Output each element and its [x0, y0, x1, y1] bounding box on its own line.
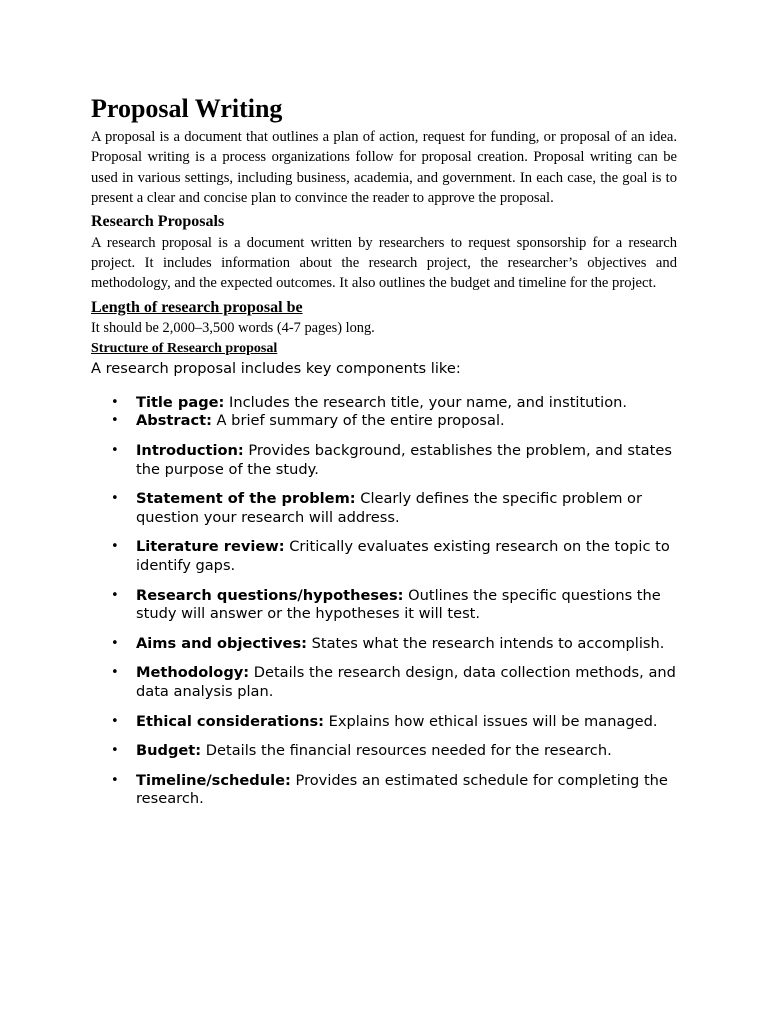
list-item-desc: Outlines the specific questions the study will answer or the hypotheses it will test.	[136, 586, 661, 623]
list-item	[91, 664, 677, 701]
list-item	[91, 490, 677, 527]
structure-heading: Structure of Research proposal	[91, 340, 278, 356]
list-item	[91, 772, 677, 809]
list-item-desc: Explains how ethical issues will be managed.	[323, 712, 658, 730]
list-item-term: Methodology:	[136, 664, 250, 682]
list-item-term: Literature review:	[136, 538, 285, 556]
list-item	[91, 538, 677, 575]
bullet-icon: •	[111, 772, 119, 788]
bullet-icon: •	[111, 539, 119, 555]
bullet-icon: •	[111, 743, 119, 759]
bullet-icon: •	[111, 587, 119, 603]
list-item-desc: Provides an estimated schedule for completing the research.	[136, 771, 668, 808]
length-heading: Length of research proposal be	[91, 298, 303, 316]
list-item	[91, 412, 677, 431]
components-list	[91, 394, 677, 809]
list-item-term: Title page:	[136, 393, 225, 411]
research-heading: Research Proposals	[91, 212, 225, 230]
list-item-term: Ethical considerations:	[136, 712, 324, 730]
list-item-desc: States what the research intends to accomplish.	[306, 634, 665, 652]
list-item	[91, 713, 677, 732]
list-item-desc: Provides background, establishes the problem, and states the purpose of the study.	[136, 442, 672, 478]
bullet-icon: •	[111, 443, 119, 459]
list-item-desc: Clearly defines the specific problem or question your research will address.	[136, 490, 642, 526]
list-item-term: Introduction:	[136, 442, 244, 460]
list-item	[91, 587, 677, 624]
list-item-desc: Details the financial resources needed for the research.	[201, 742, 612, 760]
intro-paragraph: A proposal is a document that outlines a plan of action, request for funding, or proposal of an idea. Proposal writing is a process organizations follow for proposal creation. Proposal writing can be used in various settings, including business, academia, and government. In each case, the goal is to present a clear and concise plan to convince the reader to approve the proposal.	[91, 129, 677, 207]
list-item-desc: Critically evaluates existing research on the topic to identify gaps.	[136, 538, 670, 574]
list-item-term: Statement of the problem:	[136, 490, 356, 508]
bullet-icon: •	[111, 635, 119, 651]
list-item-term: Aims and objectives:	[136, 634, 307, 652]
bullet-icon: •	[111, 665, 119, 681]
list-item-term: Budget:	[136, 742, 202, 760]
document-page	[91, 92, 677, 820]
bullet-icon: •	[111, 713, 119, 729]
list-item-term: Research questions/hypotheses:	[136, 586, 404, 604]
list-item	[91, 635, 677, 654]
research-paragraph: A research proposal is a document written by researchers to request sponsorship for a research project. It includes information about the research project, the researcher’s objectives and methodology, and the expected outcomes. It also outlines the budget and timeline for the project.	[91, 234, 677, 292]
list-item	[91, 442, 677, 479]
list-item	[91, 742, 677, 761]
list-item-desc: Includes the research title, your name, and institution.	[224, 393, 628, 411]
page-title: Proposal Writing	[91, 94, 283, 123]
list-item-desc: A brief summary of the entire proposal.	[211, 412, 505, 430]
bullet-icon: •	[111, 394, 119, 410]
list-item-term: Timeline/schedule:	[136, 771, 291, 789]
list-item-term: Abstract:	[136, 412, 212, 430]
list-item-desc: Details the research design, data collection methods, and data analysis plan.	[136, 664, 676, 700]
length-text: It should be 2,000–3,500 words (4-7 pages) long.	[91, 319, 375, 336]
components-intro: A research proposal includes key components like:	[91, 359, 461, 377]
list-item	[91, 394, 677, 413]
bullet-icon: •	[111, 413, 119, 429]
bullet-icon: •	[111, 491, 119, 507]
